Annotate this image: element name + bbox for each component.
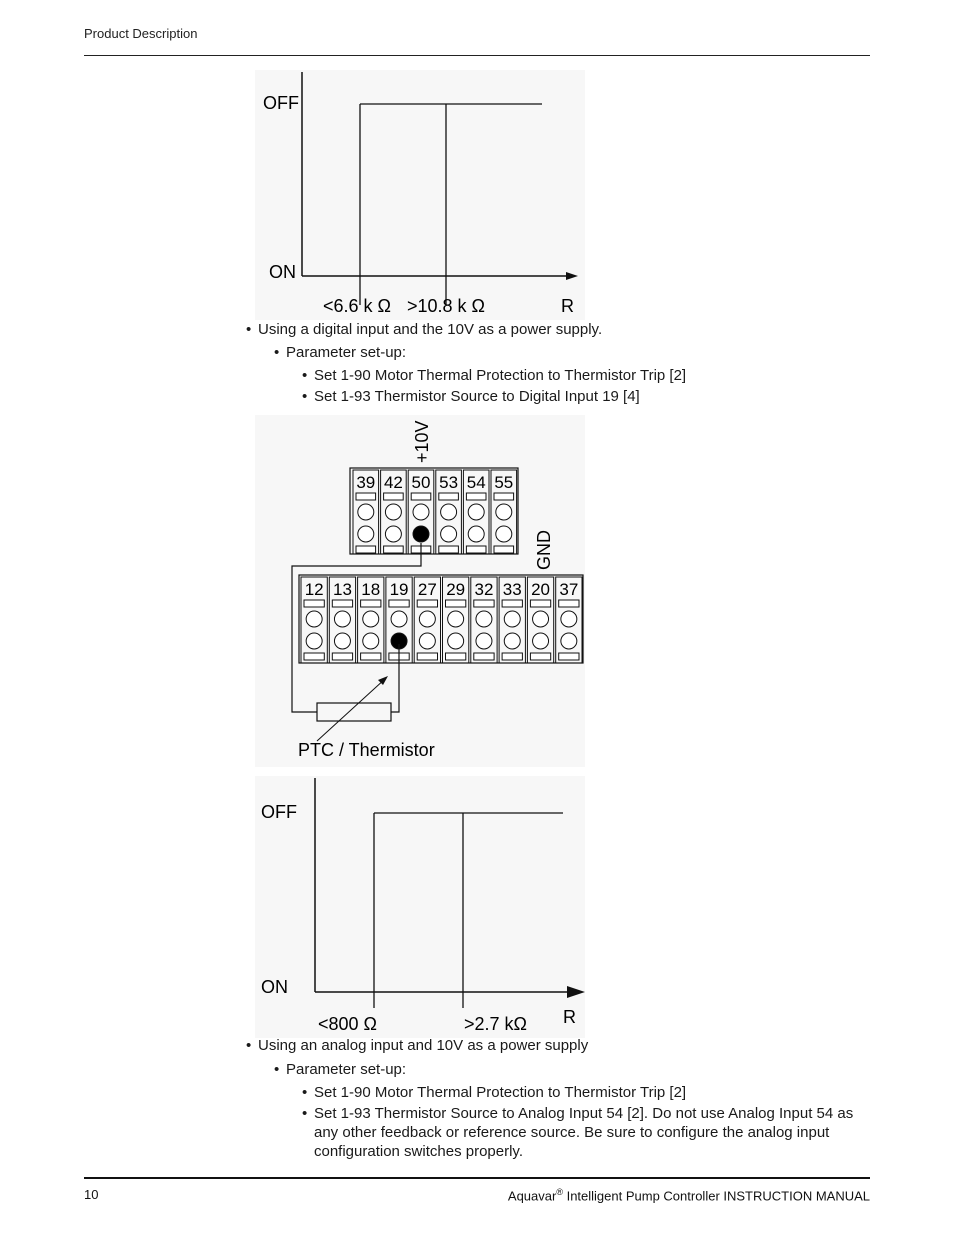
terminal-screw	[561, 611, 577, 627]
terminal-bottom-slot	[384, 546, 404, 553]
terminal-top-slot	[389, 600, 409, 607]
terminal-screw	[441, 526, 457, 542]
terminal-screw	[496, 504, 512, 520]
setup-item: • Set 1-93 Thermistor Source to Digital Input 19 [4]	[302, 388, 640, 405]
terminal-top-slot	[439, 493, 459, 500]
wiring-diagram	[255, 415, 585, 767]
terminal-number: 20	[531, 580, 551, 599]
terminal-screw	[306, 611, 322, 627]
terminal-bottom-slot	[304, 653, 324, 660]
terminal-screw	[385, 526, 401, 542]
terminal-bottom-slot	[559, 653, 579, 660]
terminal-screw	[468, 504, 484, 520]
graph2-low-label: <800 Ω	[318, 1014, 378, 1034]
terminal-number: 19	[389, 580, 409, 599]
terminal-number: 33	[502, 580, 522, 599]
terminal-top-slot	[361, 600, 381, 607]
graph2-high-label: >2.7 kΩ	[464, 1014, 527, 1034]
setup-item: • Set 1-90 Motor Thermal Protection to Thermistor Trip [2]	[302, 367, 687, 384]
terminal-screw	[363, 633, 379, 649]
terminal-screw	[533, 611, 549, 627]
terminal-bottom-slot	[466, 546, 486, 553]
terminal-number: 37	[559, 580, 579, 599]
graph1-on-label: ON	[269, 262, 296, 282]
terminal-number: 32	[474, 580, 494, 599]
terminal-top-slot	[530, 600, 550, 607]
setup-item: • Set 1-90 Motor Thermal Protection to Thermistor Trip [2]	[302, 1084, 687, 1101]
terminal-number: 27	[417, 580, 437, 599]
footer-rule	[84, 1177, 870, 1179]
terminal-number: 39	[356, 473, 376, 492]
terminal-bottom-slot	[446, 653, 466, 660]
terminal-number: 50	[411, 473, 431, 492]
terminal-number: 13	[332, 580, 352, 599]
bullet-parameter-setup-1: • Parameter set-up:	[274, 344, 407, 361]
terminal-number: 53	[439, 473, 459, 492]
terminal-top-slot	[446, 600, 466, 607]
terminal-screw	[504, 611, 520, 627]
terminal-number: 54	[466, 473, 486, 492]
graph1-axis-label: R	[561, 296, 574, 316]
terminal-number: 55	[494, 473, 514, 492]
graph2-off-label: OFF	[261, 802, 297, 822]
terminal-number: 42	[383, 473, 403, 492]
terminal-screw	[476, 611, 492, 627]
terminal-bottom-slot	[361, 653, 381, 660]
terminal-top-slot	[417, 600, 437, 607]
thermistor-graph-1	[255, 70, 585, 320]
terminal-screw	[363, 611, 379, 627]
terminal-top-slot	[356, 493, 376, 500]
running-header: Product Description	[84, 26, 198, 41]
terminal-top-slot	[332, 600, 352, 607]
terminal-screw	[419, 633, 435, 649]
thermistor-label: PTC / Thermistor	[298, 740, 435, 760]
terminal-screw	[413, 504, 429, 520]
header-rule	[84, 55, 870, 56]
terminal-screw	[561, 633, 577, 649]
terminal-bottom-slot	[332, 653, 352, 660]
terminal-screw	[476, 633, 492, 649]
terminal-screw	[306, 633, 322, 649]
terminal-screw	[419, 611, 435, 627]
terminal-top-slot	[474, 600, 494, 607]
terminal-top-slot	[384, 493, 404, 500]
terminal-top-slot	[502, 600, 522, 607]
terminal-screw	[441, 504, 457, 520]
graph1-high-label: >10.8 k Ω	[407, 296, 486, 316]
graph1-off-label: OFF	[263, 93, 299, 113]
terminal-bottom-slot	[356, 546, 376, 553]
terminal-screw	[496, 526, 512, 542]
bullet-parameter-setup-2: • Parameter set-up:	[274, 1061, 407, 1078]
terminal-top-slot	[304, 600, 324, 607]
terminal-wired-screw	[413, 526, 429, 542]
setup-item: • Set 1-93 Thermistor Source to Analog Input 54 [2]. Do not use Analog Input 54 as any other feedback or reference source. Be sure to configure the analog input configuration switches properly.	[302, 1105, 854, 1160]
terminal-number: 29	[446, 580, 466, 599]
bullet-analog-input: • Using an analog input and 10V as a power supply	[246, 1037, 589, 1054]
terminal-screw	[358, 504, 374, 520]
terminal-top-slot	[466, 493, 486, 500]
terminal-screw	[468, 526, 484, 542]
terminal-screw	[504, 633, 520, 649]
terminal-top-slot	[559, 600, 579, 607]
page-number: 10	[84, 1187, 99, 1202]
terminal-screw	[391, 611, 407, 627]
terminal-number: 18	[361, 580, 381, 599]
terminal-bottom-slot	[494, 546, 514, 553]
graph2-axis-label: R	[563, 1007, 576, 1027]
graph2-on-label: ON	[261, 977, 288, 997]
terminal-bottom-slot	[474, 653, 494, 660]
terminal-screw	[385, 504, 401, 520]
terminal-screw	[334, 633, 350, 649]
graph1-low-label: <6.6 k Ω	[323, 296, 391, 316]
plus10v-label: +10V	[412, 420, 432, 463]
terminal-screw	[358, 526, 374, 542]
terminal-bottom-slot	[439, 546, 459, 553]
thermistor-graph-2	[255, 776, 585, 1038]
terminal-top-slot	[494, 493, 514, 500]
terminal-screw	[533, 633, 549, 649]
terminal-screw	[334, 611, 350, 627]
bullet-digital-input: • Using a digital input and the 10V as a power supply.	[246, 321, 603, 338]
footer-title: Aquavar® Intelligent Pump Controller INSTRUCTION MANUAL	[507, 1187, 870, 1204]
terminal-bottom-slot	[530, 653, 550, 660]
gnd-label: GND	[534, 530, 554, 570]
terminal-bottom-slot	[417, 653, 437, 660]
terminal-screw	[448, 611, 464, 627]
terminal-screw	[448, 633, 464, 649]
terminal-bottom-slot	[502, 653, 522, 660]
terminal-number: 12	[304, 580, 324, 599]
terminal-top-slot	[411, 493, 431, 500]
